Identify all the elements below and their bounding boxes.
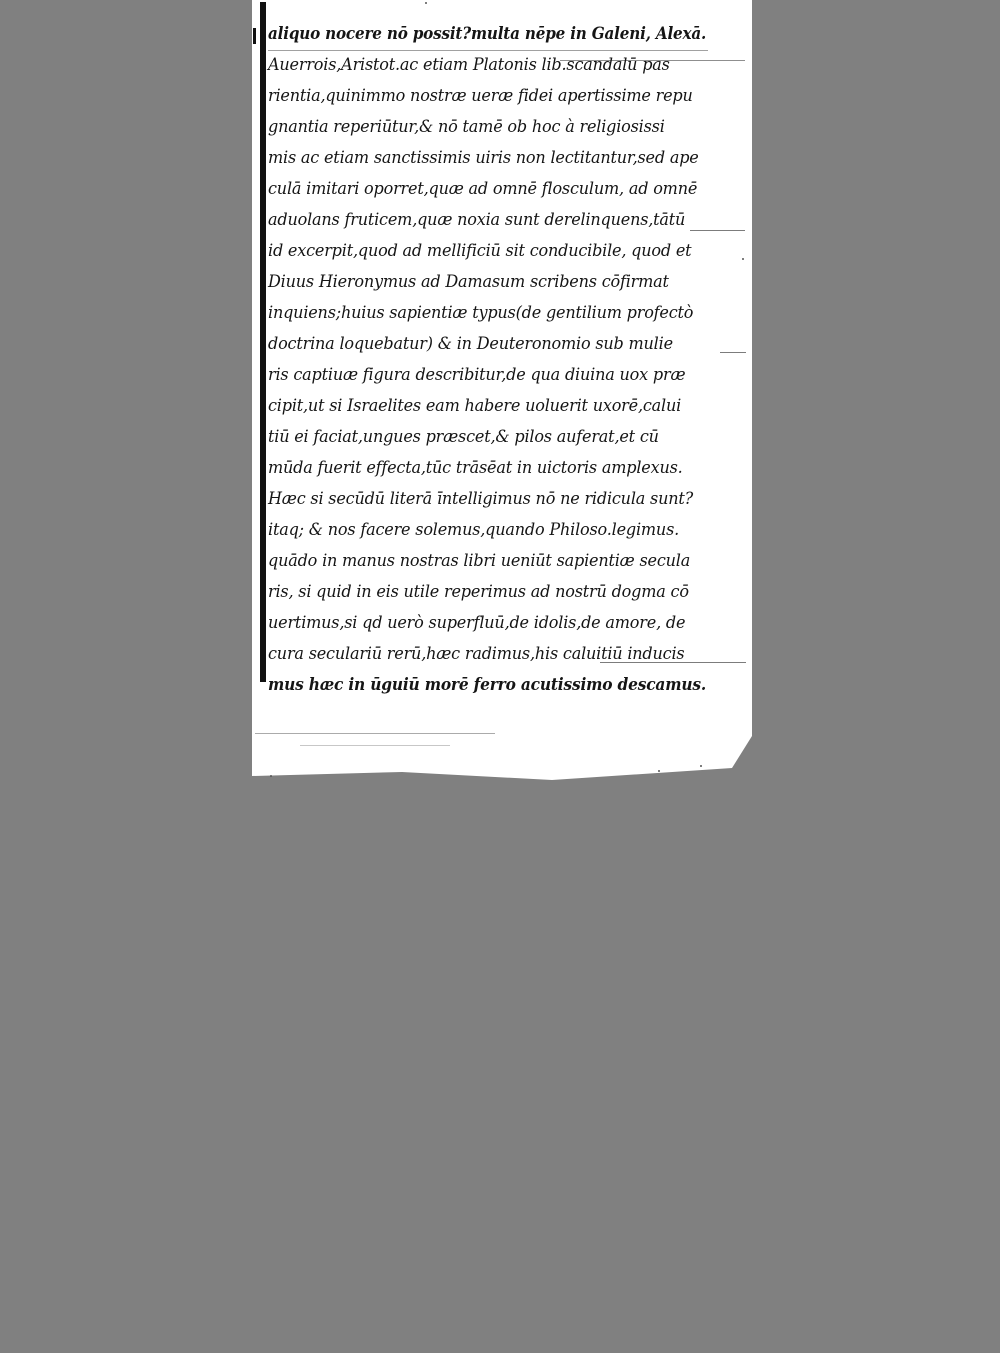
text-line: culā imitari oporret,quæ ad omnē flosculum, ad omnē — [268, 179, 698, 198]
margin-tick — [253, 28, 256, 44]
text-line: Diuus Hieronymus ad Damasum scribens cōfirmat — [268, 272, 669, 291]
text-line: tiū ei faciat,ungues præscet,& pilos auferat,et cū — [268, 427, 659, 446]
text-line: ris, si quid in eis utile reperimus ad nostrū dogma cō — [268, 582, 689, 601]
margin-rule — [260, 2, 266, 682]
text-line: gnantia reperiūtur,& nō tamē ob hoc à religiosissi — [268, 117, 665, 136]
scan-line — [255, 733, 495, 734]
text-line: aliquo nocere nō possit?multa nēpe in Galeni, Alexā. — [268, 24, 707, 43]
text-line: cipit,ut si Israelites eam habere uoluerit uxorē,calui — [268, 396, 682, 415]
scan-speck — [658, 770, 660, 772]
scan-speck — [742, 258, 744, 260]
text-line: inquiens;huius sapientiæ typus(de gentilium profectò — [268, 303, 694, 322]
text-line: itaq; & nos facere solemus,quando Philoso.legimus. — [268, 520, 680, 539]
text-line: mus hæc in ūguiū morē ferro acutissimo descamus. — [268, 675, 707, 694]
text-line: mūda fuerit effecta,tūc trāsēat in uictoris amplexus. — [268, 458, 683, 477]
scan-speck — [425, 2, 427, 4]
scan-speck — [700, 765, 702, 767]
text-line: Hæc si secūdū literā īntelligimus nō ne ridicula sunt? — [268, 489, 694, 508]
text-line: aduolans fruticem,quæ noxia sunt derelinquens,tātū — [268, 210, 686, 229]
text-line: Auerrois,Aristot.ac etiam Platonis lib.scandalū pas — [268, 55, 670, 74]
text-line: id excerpit,quod ad mellificiū sit conducibile, quod et — [268, 241, 692, 260]
text-line: doctrina loquebatur) & in Deuteronomio sub mulie — [268, 334, 673, 353]
scan-line — [300, 745, 450, 746]
text-line: mis ac etiam sanctissimis uiris non lectitantur,sed ape — [268, 148, 699, 167]
text-block — [268, 18, 718, 700]
scan-speck — [270, 775, 272, 777]
text-line: uertimus,si qd uerò superfluū,de idolis,de amore, de — [268, 613, 686, 632]
text-line: ris captiuæ figura describitur,de qua diuina uox præ — [268, 365, 686, 384]
text-line: rientia,quinimmo nostræ ueræ fidei apertissime repu — [268, 86, 693, 105]
text-line: cura seculariū rerū,hæc radimus,his caluitiū inducis — [268, 644, 685, 663]
scan-line — [720, 352, 746, 353]
text-line: quādo in manus nostras libri ueniūt sapientiæ secula — [268, 551, 691, 570]
